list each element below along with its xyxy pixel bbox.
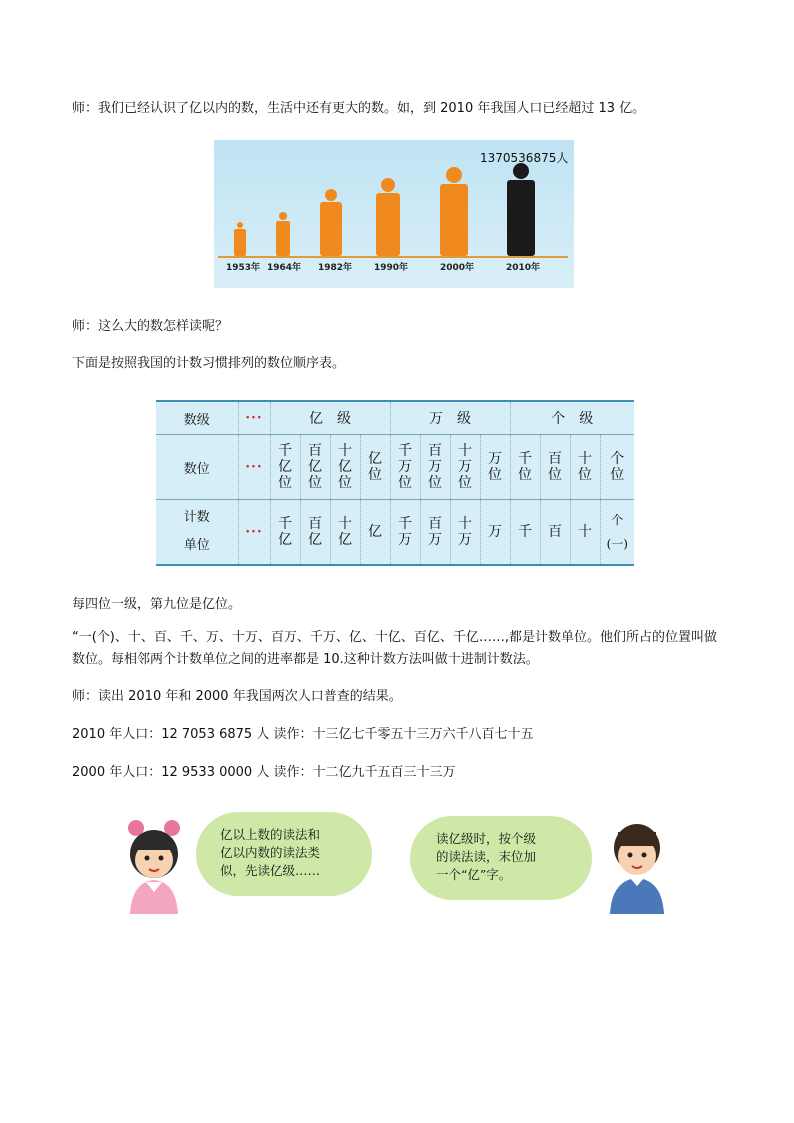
figure-1982 (320, 189, 342, 256)
speech-scene (122, 810, 670, 918)
place-cell: 十 万 位 (450, 435, 480, 500)
place-value-table (156, 400, 634, 566)
figure-1990 (376, 178, 400, 256)
unit-cell: 百 (540, 500, 570, 566)
unit-cell: 百 亿 (300, 500, 330, 566)
ground-line (218, 256, 568, 258)
year-label: 2000年 (440, 263, 475, 273)
unit-cell: 万 (480, 500, 510, 566)
place-cell: 亿 位 (360, 435, 390, 500)
population-figure (214, 140, 574, 288)
place-cell: 个 位 (600, 435, 634, 500)
place-cell: 十 位 (570, 435, 600, 500)
figure-2000 (440, 167, 468, 256)
place-cell: 万 位 (480, 435, 510, 500)
level-ge: 个 级 (510, 401, 634, 435)
place-cell: 百 万 位 (420, 435, 450, 500)
unit-cell: 千 (510, 500, 540, 566)
boy-illustration (604, 814, 670, 914)
level-wan: 万 级 (390, 401, 510, 435)
decimal-system-text: “一(个)、十、百、千、万、十万、百万、千万、亿、十亿、百亿、千亿……,都是计数单位。他们所占的位置叫做数位。每相邻两个计数单位之间的进率都是 10.这种计数方法叫做十进制计数法。 (72, 630, 718, 667)
header-unit: 计数 单位 (183, 510, 210, 553)
year-label: 1990年 (374, 263, 409, 273)
figure-2010 (507, 163, 535, 256)
bubble-right-text: 读亿级时，按个级 的读法读，末位加 一个“亿”字。 (436, 831, 537, 882)
figure-1964 (276, 212, 290, 256)
population-2010-label: 1370536875人 (480, 151, 569, 165)
intro-text: 师：我们已经认识了亿以内的数，生活中还有更大的数。如，到 2010 年我国人口已经超过 13 亿。 (72, 101, 646, 116)
unit-cell: 十 亿 (330, 500, 360, 566)
unit-cell: 亿 (360, 500, 390, 566)
girl-illustration (122, 814, 192, 914)
bubble-left-text: 亿以上数的读法和 亿以内数的读法类 似，先读亿级…… (220, 827, 321, 878)
year-label: 1953年 (226, 263, 261, 273)
ellipsis: ··· (238, 401, 270, 435)
year-label: 1982年 (318, 263, 353, 273)
question-how-to-read: 师：这么大的数怎样读呢？ (72, 319, 229, 334)
census-2010: 2010 年人口：12 7053 6875 人 读作：十三亿七千零五十三万六千八百七十五 (72, 727, 534, 742)
header-place: 数位 (183, 461, 210, 477)
unit-cell: 十 (570, 500, 600, 566)
place-cell: 十 亿 位 (330, 435, 360, 500)
census-2000: 2000 年人口：12 9533 0000 人 读作：十二亿九千五百三十三万 (72, 765, 456, 780)
unit-cell: 千 万 (390, 500, 420, 566)
unit-cell: 千 亿 (270, 500, 300, 566)
header-level: 数级 (183, 412, 210, 428)
figure-1953 (234, 222, 246, 256)
place-cell: 千 亿 位 (270, 435, 300, 500)
place-cell: 千 万 位 (390, 435, 420, 500)
table-intro: 下面是按照我国的计数习惯排列的数位顺序表。 (72, 356, 346, 371)
census-question: 师：读出 2010 年和 2000 年我国两次人口普查的结果。 (72, 689, 402, 704)
place-cell: 千 位 (510, 435, 540, 500)
ellipsis: ··· (238, 435, 270, 500)
place-cell: 百 位 (540, 435, 570, 500)
ellipsis: ··· (238, 500, 270, 566)
year-label: 1964年 (267, 263, 302, 273)
unit-cell: 百 万 (420, 500, 450, 566)
unit-cell: 十 万 (450, 500, 480, 566)
place-cell: 百 亿 位 (300, 435, 330, 500)
year-label: 2010年 (506, 263, 541, 273)
unit-cell: 个 (一) (600, 500, 634, 566)
level-rule: 每四位一级，第九位是亿位。 (72, 597, 242, 612)
level-yi: 亿 级 (270, 401, 390, 435)
